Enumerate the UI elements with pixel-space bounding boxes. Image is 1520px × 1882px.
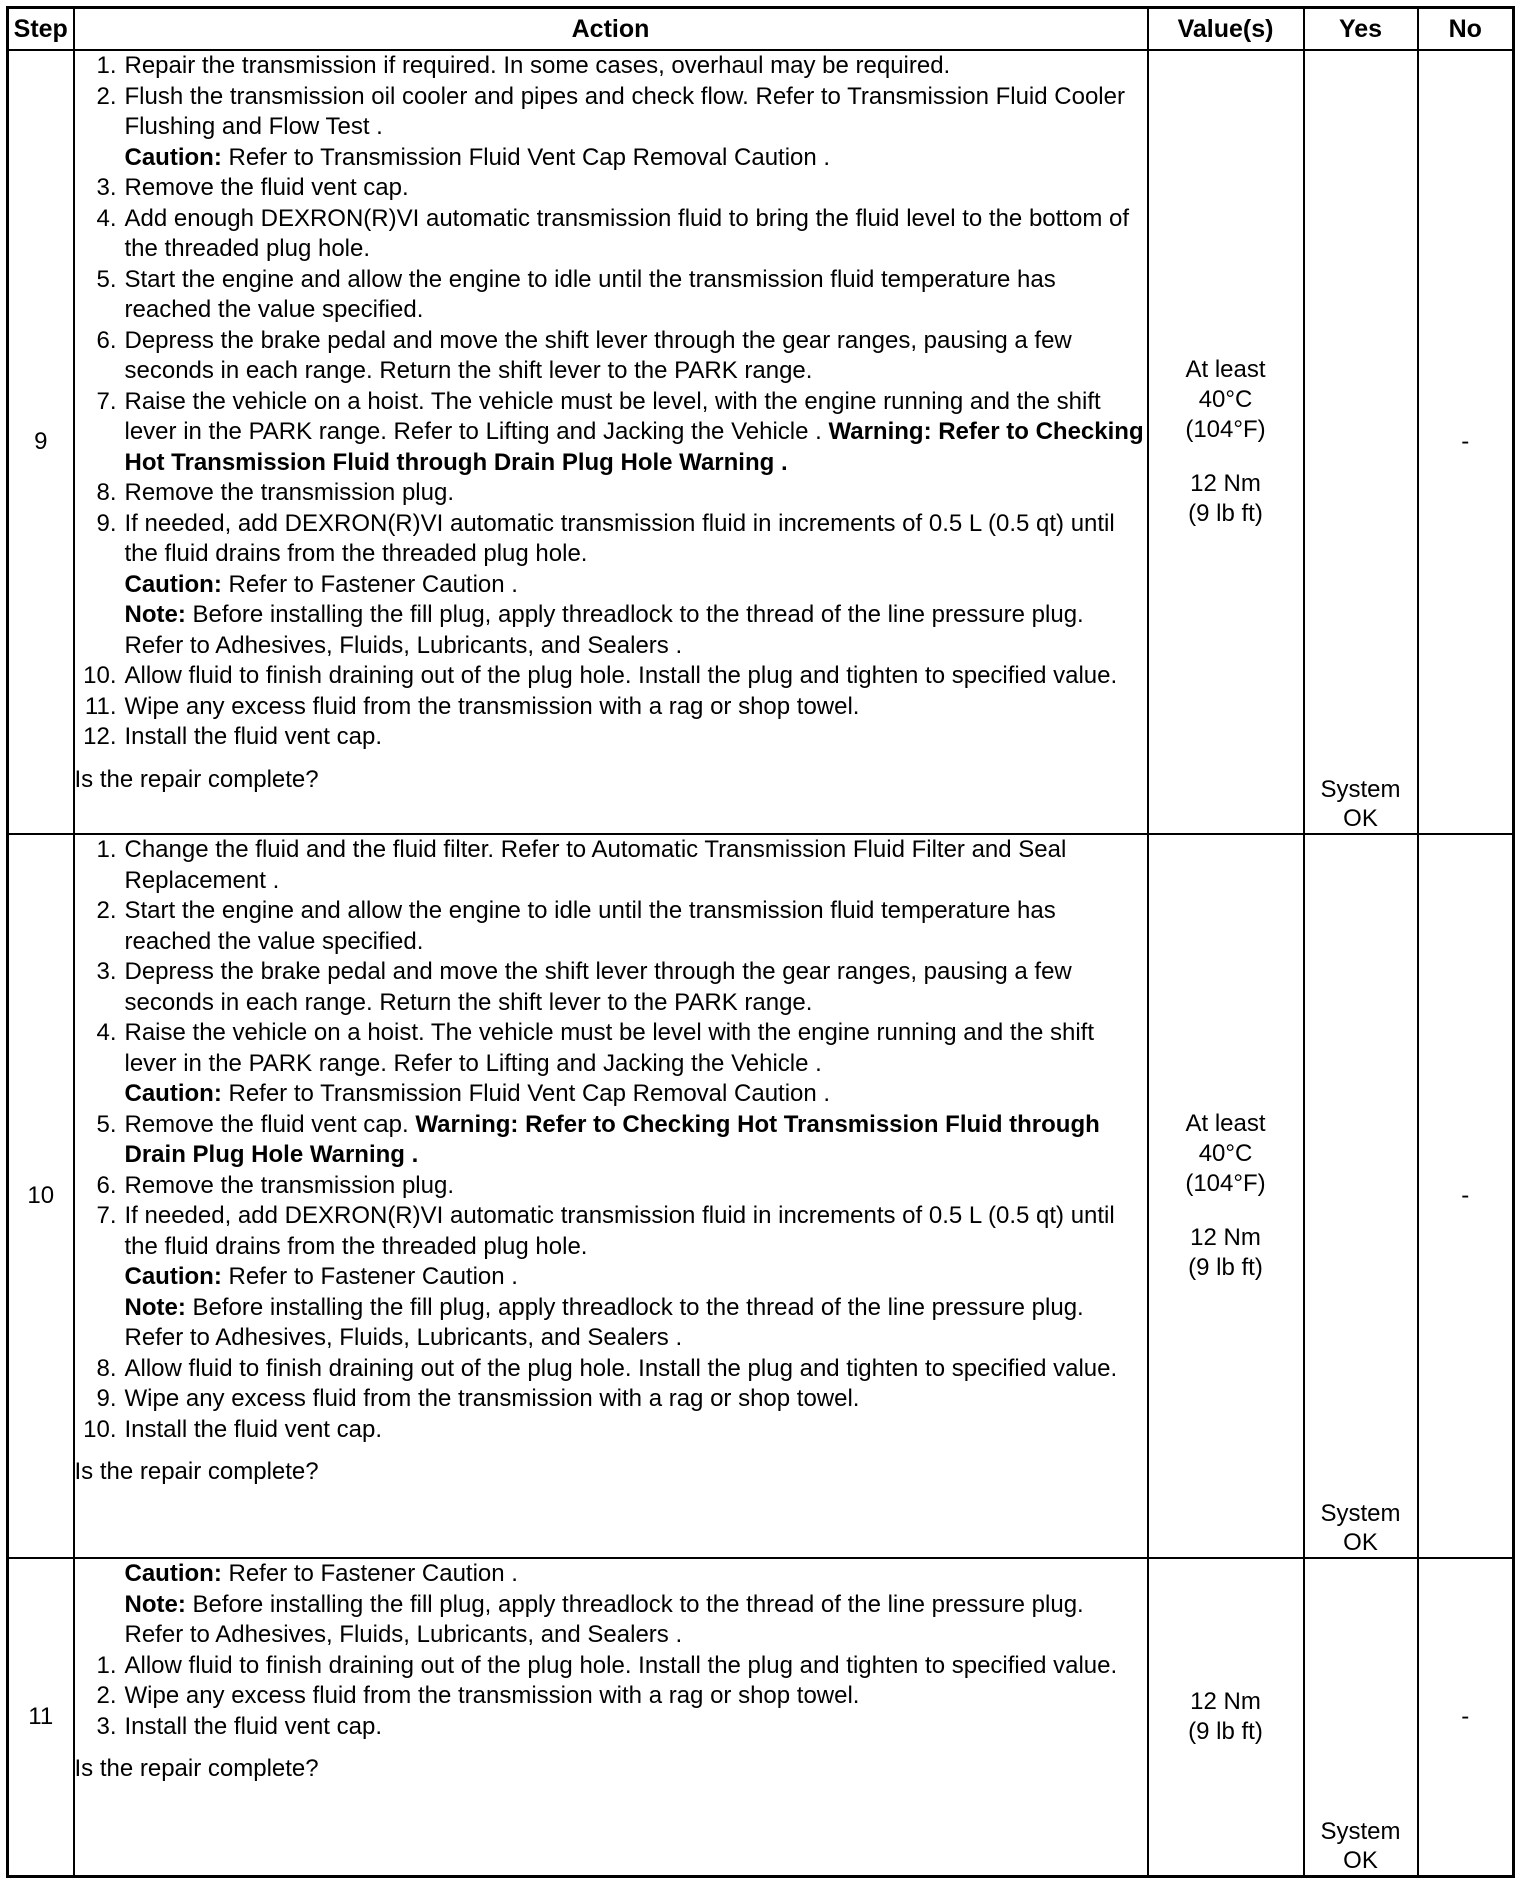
step-item-body: Install the fluid vent cap. <box>124 1712 382 1740</box>
step-item-text <box>125 1712 1147 1743</box>
yes-cell <box>1304 834 1418 1558</box>
header-action: Action <box>74 8 1148 51</box>
step-item-text <box>125 1415 1147 1446</box>
caution-note <box>125 1262 1147 1293</box>
yes-result-line: System <box>1320 776 1401 803</box>
step-item-text <box>125 835 1147 896</box>
step-item-number: 2. <box>96 82 117 110</box>
action-step <box>75 1384 1147 1415</box>
question-text: Is the repair complete? <box>74 1458 319 1485</box>
step-item-body: Install the fluid vent cap. <box>124 1415 382 1443</box>
step-item-text <box>125 326 1147 387</box>
action-step <box>75 1018 1147 1079</box>
step-item-number: 3. <box>96 174 117 201</box>
question-text: Is the repair complete? <box>74 1755 319 1782</box>
step-item-body: Raise the vehicle on a hoist. The vehicle must be level, with the engine running and the shift lever in the PARK range. Refer to Lifting and Jacking the Vehicle . <box>124 387 1101 445</box>
action-step <box>75 1415 1147 1446</box>
step-number: 11 <box>8 1558 74 1877</box>
step-item-text <box>125 509 1147 570</box>
note-text: Refer to Fastener Caution . <box>221 570 518 598</box>
value-line: At least <box>1185 1110 1266 1137</box>
value-line: (104°F) <box>1185 1170 1266 1197</box>
value-line: 12 Nm <box>1190 470 1261 497</box>
action-step <box>75 173 1147 204</box>
step-item-text <box>125 82 1147 143</box>
step-item-text <box>125 1171 1147 1202</box>
yes-result-line: OK <box>1343 1847 1378 1874</box>
action-cell <box>74 1558 1148 1877</box>
step-item-text <box>125 478 1147 509</box>
step-item-number: 4. <box>96 1019 117 1046</box>
note-text: Before installing the fill plug, apply threadlock to the thread of the line pressure plug. Refer to Adhesives, Fluids, Lubricants, and Sealers . <box>124 601 1084 659</box>
step-item-text <box>125 692 1147 723</box>
yes-result-line: OK <box>1343 805 1378 832</box>
step-item-number: 7. <box>96 387 117 415</box>
step-item-number: 6. <box>96 326 117 354</box>
value-line: 12 Nm <box>1190 1688 1261 1715</box>
step-item-text <box>125 51 1147 82</box>
step-item-text <box>125 722 1147 753</box>
step-item-body: Remove the fluid vent cap. <box>124 174 409 201</box>
step-item-text <box>125 265 1147 326</box>
step-item-text <box>125 1681 1147 1712</box>
step-item-number: 10. <box>83 662 117 689</box>
step-item-number: 11. <box>84 692 117 720</box>
step-item-body: If needed, add DEXRON(R)VI automatic transmission fluid in increments of 0.5 L (0.5 qt) until the fluid drains from the threaded plug hole. <box>124 509 1115 567</box>
header-yes: Yes <box>1304 8 1418 51</box>
note-note <box>125 1293 1147 1354</box>
note-label: Caution: <box>124 570 222 598</box>
step-item-number: 6. <box>96 1171 117 1199</box>
step-item-number: 1. <box>96 52 117 79</box>
step-item-text <box>125 661 1147 692</box>
note-label: Caution: <box>124 1560 222 1587</box>
action-step <box>75 1651 1147 1682</box>
step-number: 9 <box>8 50 74 834</box>
value-spacer <box>1149 445 1303 469</box>
step-item-text <box>125 204 1147 265</box>
action-step <box>75 265 1147 326</box>
step-item-number: 1. <box>96 836 117 863</box>
no-cell: - <box>1418 50 1514 834</box>
action-list <box>75 835 1147 1445</box>
step-item-body: Change the fluid and the fluid filter. Refer to Automatic Transmission Fluid Filter and Seal Replacement . <box>124 836 1067 894</box>
action-step <box>75 957 1147 1018</box>
action-cell <box>74 50 1148 834</box>
step-item-number: 3. <box>96 958 117 985</box>
step-item-number: 2. <box>96 897 117 924</box>
action-step <box>75 835 1147 896</box>
step-item-body: Install the fluid vent cap. <box>124 723 382 750</box>
step-item-text <box>125 1651 1147 1682</box>
note-text: Refer to Fastener Caution . <box>221 1263 518 1290</box>
values-cell <box>1148 1558 1304 1877</box>
step-item-body: Allow fluid to finish draining out of the plug hole. Install the plug and tighten to specified value. <box>124 662 1118 689</box>
step-item-text <box>125 1354 1147 1385</box>
yes-cell <box>1304 50 1418 834</box>
step-item-text <box>125 1110 1147 1171</box>
step-item-body: Remove the transmission plug. <box>124 479 454 506</box>
step-item-number: 10. <box>83 1415 117 1443</box>
step-item-number: 4. <box>96 204 117 232</box>
step-item-body: Allow fluid to finish draining out of the plug hole. Install the plug and tighten to specified value. <box>124 1354 1118 1382</box>
step-item-body: Depress the brake pedal and move the shift lever through the gear ranges, pausing a few seconds in each range. Return the shift lever to the PARK range. <box>124 326 1072 384</box>
yes-result-line: System <box>1320 1818 1401 1845</box>
action-step <box>75 387 1147 479</box>
step-item-body: If needed, add DEXRON(R)VI automatic transmission fluid in increments of 0.5 L (0.5 qt) until the fluid drains from the threaded plug hole. <box>124 1202 1115 1260</box>
header-step: Step <box>8 8 74 51</box>
step-item-number: 9. <box>96 509 117 537</box>
note-label: Note: <box>124 1590 186 1618</box>
action-step <box>75 326 1147 387</box>
step-item-body: Allow fluid to finish draining out of the plug hole. Install the plug and tighten to specified value. <box>124 1651 1118 1679</box>
note-text: Refer to Transmission Fluid Vent Cap Removal Caution . <box>221 143 831 171</box>
note-label: Note: <box>124 601 186 628</box>
step-item-number: 7. <box>96 1202 117 1229</box>
value-line: (9 lb ft) <box>1188 1718 1263 1745</box>
diagnostic-table <box>6 6 1515 1878</box>
step-item-body: Flush the transmission oil cooler and pipes and check flow. Refer to Transmission Fluid Cooler Flushing and Flow Test . <box>124 82 1125 140</box>
action-step <box>75 722 1147 753</box>
step-item-body: Wipe any excess fluid from the transmission with a rag or shop towel. <box>124 692 860 720</box>
note-text: Refer to Fastener Caution . <box>221 1560 518 1587</box>
step-item-body: Start the engine and allow the engine to idle until the transmission fluid temperature has reached the value specified. <box>124 265 1056 323</box>
step-item-body: Wipe any excess fluid from the transmission with a rag or shop towel. <box>124 1682 860 1709</box>
step-item-number: 1. <box>96 1651 117 1679</box>
step-item-text <box>125 173 1147 204</box>
step-item-text <box>125 896 1147 957</box>
step-item-body: Remove the transmission plug. <box>124 1171 454 1199</box>
step-item-body: Add enough DEXRON(R)VI automatic transmission fluid to bring the fluid level to the bottom of the threaded plug hole. <box>124 204 1129 262</box>
no-cell: - <box>1418 1558 1514 1877</box>
note-note <box>125 1590 1147 1651</box>
step-item-number: 8. <box>96 479 117 506</box>
action-step <box>75 204 1147 265</box>
note-note <box>125 600 1147 661</box>
action-step <box>75 1171 1147 1202</box>
value-line: At least <box>1185 356 1266 383</box>
value-line: (9 lb ft) <box>1188 1254 1263 1281</box>
step-item-body: Remove the fluid vent cap. <box>124 1110 416 1138</box>
values-cell <box>1148 834 1304 1558</box>
action-step <box>75 1110 1147 1171</box>
step-item-number: 8. <box>96 1354 117 1382</box>
action-step <box>75 1681 1147 1712</box>
value-spacer <box>1149 1199 1303 1223</box>
table-row <box>8 834 1514 1558</box>
value-line: 40°C <box>1198 1140 1253 1167</box>
action-step <box>75 692 1147 723</box>
note-text: Before installing the fill plug, apply threadlock to the thread of the line pressure plug. Refer to Adhesives, Fluids, Lubricants, and Sealers . <box>124 1293 1084 1351</box>
values-cell <box>1148 50 1304 834</box>
action-list <box>75 1559 1147 1742</box>
step-item-number: 12. <box>83 723 117 750</box>
step-item-number: 5. <box>96 1110 117 1138</box>
step-item-number: 3. <box>96 1712 117 1740</box>
header-values: Value(s) <box>1148 8 1304 51</box>
step-item-text <box>125 957 1147 1018</box>
step-item-body: Wipe any excess fluid from the transmission with a rag or shop towel. <box>124 1385 860 1412</box>
caution-note <box>125 1079 1147 1110</box>
action-step <box>75 661 1147 692</box>
yes-cell <box>1304 1558 1418 1877</box>
action-step <box>75 478 1147 509</box>
step-item-number: 9. <box>96 1385 117 1412</box>
step-item-text <box>125 1018 1147 1079</box>
note-text: Refer to Transmission Fluid Vent Cap Removal Caution . <box>221 1080 831 1107</box>
action-step <box>75 896 1147 957</box>
action-list <box>75 51 1147 753</box>
action-step <box>75 1354 1147 1385</box>
warning-text: Warning: Refer to Checking Hot Transmission Fluid through Drain Plug Hole Warning . <box>124 1110 1100 1168</box>
note-label: Caution: <box>124 143 222 171</box>
caution-note <box>125 570 1147 601</box>
value-line: 40°C <box>1198 386 1253 413</box>
step-item-text <box>125 1201 1147 1262</box>
header-no: No <box>1418 8 1514 51</box>
note-label: Note: <box>124 1293 186 1321</box>
step-item-body: Raise the vehicle on a hoist. The vehicle must be level with the engine running and the shift lever in the PARK range. Refer to Lifting and Jacking the Vehicle . <box>124 1019 1094 1077</box>
warning-text: Warning: Refer to Checking Hot Transmission Fluid through Drain Plug Hole Warning . <box>124 418 1144 476</box>
step-item-body: Depress the brake pedal and move the shift lever through the gear ranges, pausing a few seconds in each range. Return the shift lever to the PARK range. <box>124 958 1072 1016</box>
step-item-body: Start the engine and allow the engine to idle until the transmission fluid temperature has reached the value specified. <box>124 897 1056 955</box>
value-line: 12 Nm <box>1190 1224 1261 1251</box>
step-item-text <box>125 387 1147 479</box>
value-line: (9 lb ft) <box>1188 500 1263 527</box>
action-step <box>75 1201 1147 1262</box>
note-label: Caution: <box>124 1263 222 1290</box>
note-label: Caution: <box>124 1080 222 1107</box>
no-cell: - <box>1418 834 1514 1558</box>
action-step <box>75 509 1147 570</box>
table-row <box>8 1558 1514 1877</box>
action-step <box>75 1712 1147 1743</box>
step-number: 10 <box>8 834 74 1558</box>
yes-result-line: OK <box>1343 1529 1378 1556</box>
note-text: Before installing the fill plug, apply threadlock to the thread of the line pressure plug. Refer to Adhesives, Fluids, Lubricants, and Sealers . <box>124 1590 1084 1648</box>
step-item-body: Repair the transmission if required. In some cases, overhaul may be required. <box>124 52 951 79</box>
caution-note <box>125 143 1147 174</box>
step-item-text <box>125 1384 1147 1415</box>
step-item-number: 2. <box>96 1682 117 1709</box>
step-item-number: 5. <box>96 265 117 293</box>
question-text: Is the repair complete? <box>74 765 319 793</box>
value-line: (104°F) <box>1185 416 1266 443</box>
header-row <box>8 8 1514 51</box>
yes-result-line: System <box>1320 1500 1401 1527</box>
table-row <box>8 50 1514 834</box>
caution-note <box>125 1559 1147 1590</box>
action-step <box>75 51 1147 82</box>
action-cell <box>74 834 1148 1558</box>
action-step <box>75 82 1147 143</box>
